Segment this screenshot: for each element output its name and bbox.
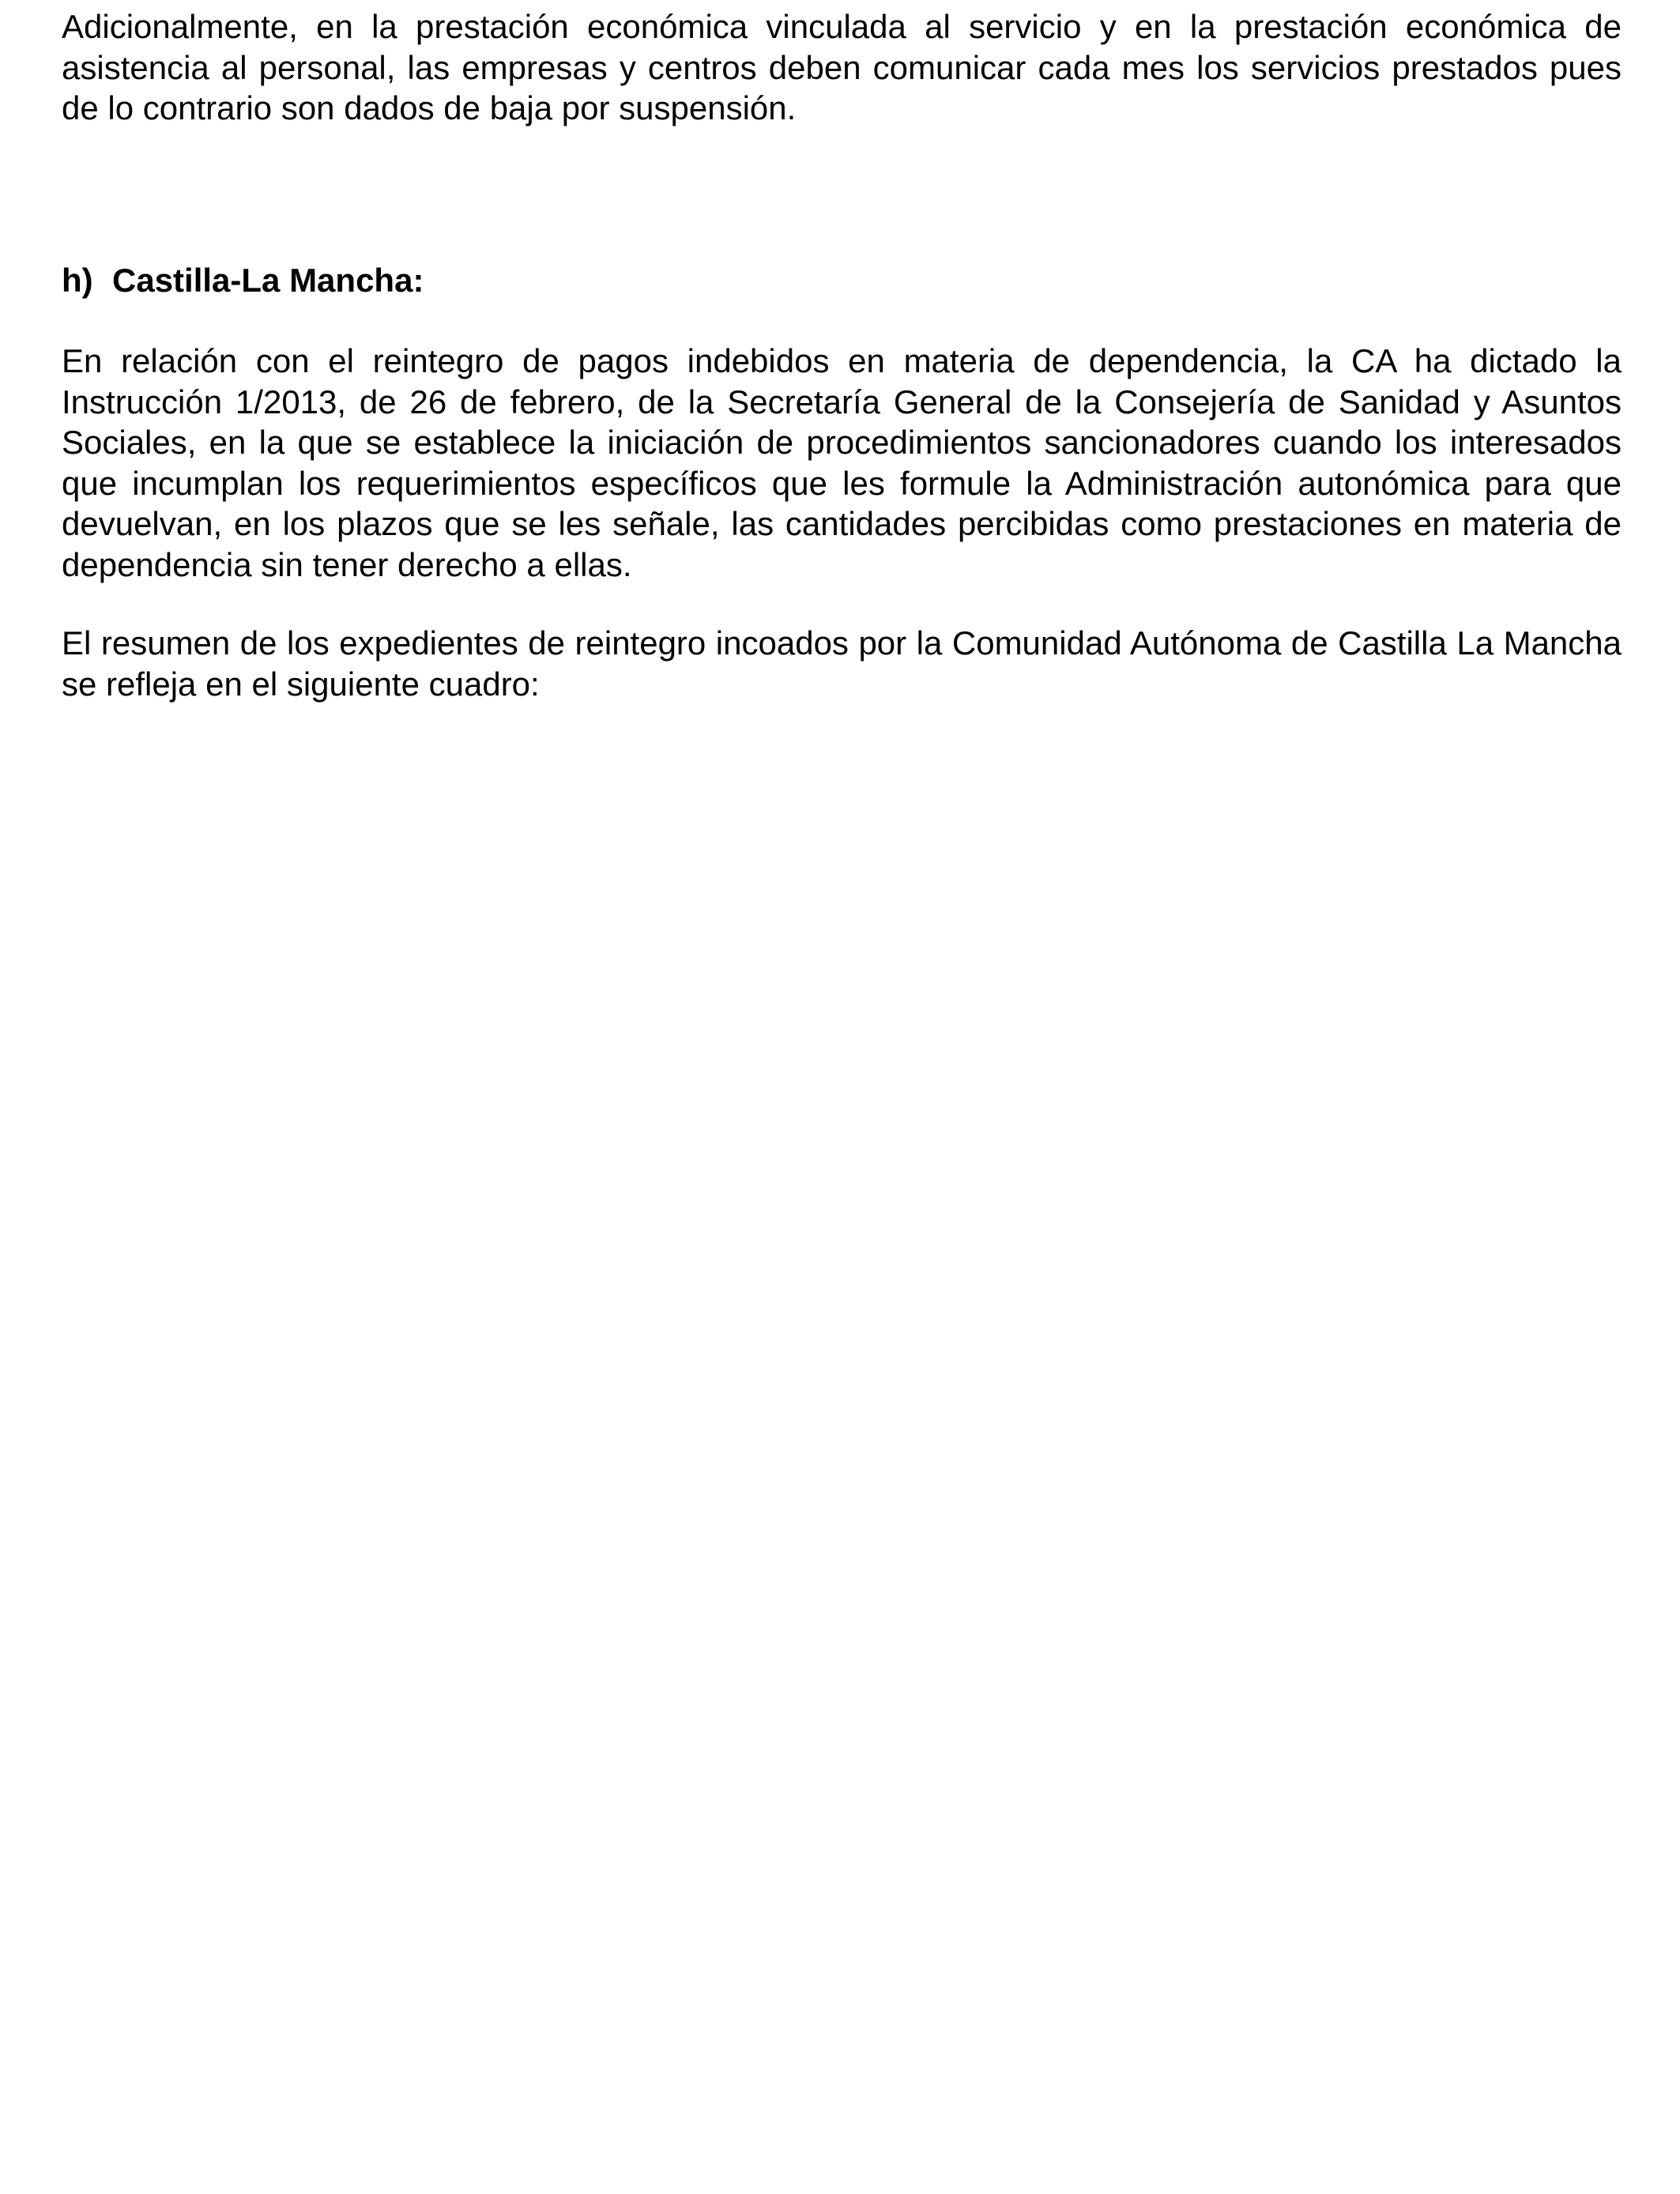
section-marker: h) bbox=[62, 262, 93, 299]
section-heading-castilla-la-mancha bbox=[62, 260, 424, 301]
paragraph-resumen-expedientes: El resumen de los expedientes de reintegro incoados por la Comunidad Autónoma de Castilla La Mancha se refleja en el siguiente cuadro: bbox=[62, 624, 1622, 703]
paragraph-reintegro-instruccion: En relación con el reintegro de pagos indebidos en materia de dependencia, la CA ha dictado la Instrucción 1/2013, de 26 de febrero, de la Secretaría General de la Consejería de Sanidad y Asuntos Sociales, en la que se establece la iniciación de procedimientos sancionadores cuando los interesados que incumplan los requerimientos específicos que les formule la Administración autonómica para que devuelvan, en los plazos que se les señale, las cantidades percibidas como prestaciones en materia de dependencia sin tener derecho a ellas. bbox=[62, 342, 1622, 583]
paragraph-services-communication: Adicionalmente, en la prestación económica vinculada al servicio y en la prestación económica de asistencia al personal, las empresas y centros deben comunicar cada mes los servicios prestados pues de lo contrario son dados de baja por suspensión. bbox=[62, 8, 1622, 126]
section-title: Castilla-La Mancha: bbox=[112, 262, 424, 299]
